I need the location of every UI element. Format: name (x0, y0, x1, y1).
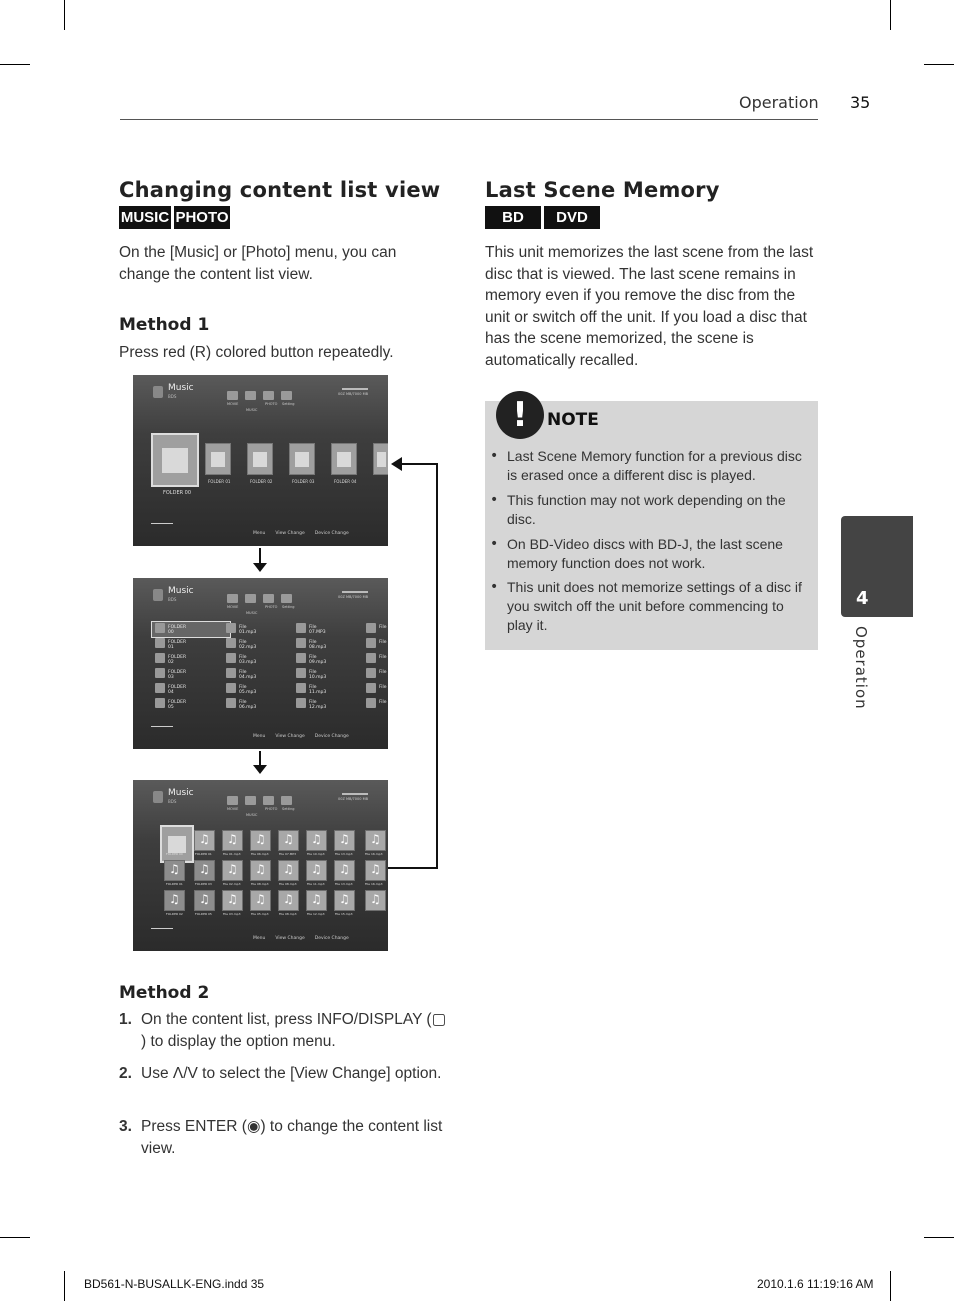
footer-view-change: View Change (275, 734, 305, 739)
grid-label: File 15.mp3 (335, 912, 353, 916)
file-footer-left: BD561-N-BUSALLK-ENG.indd 35 (84, 1277, 265, 1291)
folder-selected (151, 433, 199, 487)
music-icon (153, 589, 163, 601)
music-file-icon (226, 698, 236, 708)
tab-music: MUSIC (246, 813, 258, 817)
footer-line (151, 523, 173, 524)
grid-label: File 02.mp3 (223, 882, 241, 886)
grid-selected (160, 825, 194, 863)
chapter-number: 4 (856, 588, 869, 609)
music-folder-icon (245, 594, 256, 603)
folder-selected-label: FOLDER 00 (163, 490, 192, 496)
music-file-icon (226, 623, 236, 633)
music-file-icon (366, 638, 376, 648)
footer-line (151, 928, 173, 929)
grid-label: File 12.mp3 (307, 912, 325, 916)
setting-icon (281, 796, 292, 805)
folder-thumb (331, 443, 357, 475)
grid-item-folder (164, 890, 185, 911)
bullet: • (490, 448, 499, 464)
folder-label: FOLDER 02 (250, 479, 273, 484)
tag-photo: PHOTO (174, 206, 230, 229)
folder-label: FOLDER 04 (334, 479, 357, 484)
grid-label: FOLDER 01 (195, 852, 212, 856)
header-section-title: Operation (739, 93, 819, 112)
movie-icon (227, 391, 238, 400)
method2-title: Method 2 (119, 983, 210, 1003)
movie-icon (227, 594, 238, 603)
folder-icon (155, 683, 165, 693)
step-number: 2. (119, 1065, 132, 1082)
crop-mark (0, 1237, 30, 1238)
screen-title: Music (168, 586, 194, 596)
tab-setting: Setting (282, 402, 295, 406)
music-folder-icon (245, 391, 256, 400)
grid-item (250, 860, 271, 881)
capacity-bar (342, 388, 368, 390)
category-tabs (225, 391, 297, 412)
grid-item (306, 890, 327, 911)
capacity-bar (342, 591, 368, 593)
note-item: This function may not work depending on the disc. (507, 492, 786, 527)
header-rule (120, 119, 818, 120)
grid-label: FOLDER 03 (195, 882, 212, 886)
music-file-icon (296, 623, 306, 633)
chapter-tab (841, 516, 913, 617)
grid-label: File 08.mp3 (279, 912, 297, 916)
loop-arrow-vertical (436, 463, 438, 869)
step-number: 3. (119, 1118, 132, 1135)
grid-item (194, 830, 215, 851)
screen-subtitle: BDS (168, 597, 177, 602)
grid-label: File 08.mp3 (279, 882, 297, 886)
crop-mark (0, 64, 30, 65)
grid-item (222, 860, 243, 881)
screen-subtitle: BDS (168, 799, 177, 804)
chapter-label: Operation (852, 626, 870, 710)
grid-item-folder (194, 860, 215, 881)
footer-menu: Menu (253, 734, 266, 739)
grid-label: FOLDER 02 (166, 912, 183, 916)
tag-dvd: DVD (544, 206, 600, 229)
grid-item (222, 890, 243, 911)
tab-music: MUSIC (246, 611, 258, 615)
footer-view-change: View Change (275, 531, 305, 536)
grid-label: FOLDER 05 (195, 912, 212, 916)
music-file-icon (296, 638, 306, 648)
grid-item (334, 860, 355, 881)
screen-footer (253, 531, 349, 536)
grid-label: File 03.mp3 (223, 912, 241, 916)
folder-thumb (247, 443, 273, 475)
grid-item (334, 830, 355, 851)
crop-mark (64, 1271, 65, 1301)
intro-text: On the [Music] or [Photo] menu, you can change the content list view. (119, 244, 397, 283)
screenshot-grid-view (133, 780, 388, 951)
grid-label: File 16.mp3 (365, 852, 383, 856)
grid-item (365, 830, 386, 851)
bullet: • (490, 536, 499, 552)
folder-thumb (289, 443, 315, 475)
step-number: 1. (119, 1011, 132, 1028)
grid-label: File 07.MP3 (279, 852, 297, 856)
method1-text: Press red (R) colored button repeatedly. (119, 344, 394, 361)
music-file-icon (226, 653, 236, 663)
grid-item (306, 860, 327, 881)
footer-device-change: Device Change (314, 734, 349, 739)
screen-title: Music (168, 788, 194, 798)
music-file-icon (296, 683, 306, 693)
grid-label: FOLDER 00 (166, 852, 183, 856)
tab-movie: MOVIE (227, 807, 239, 811)
grid-item (365, 890, 386, 911)
grid-item-folder (194, 890, 215, 911)
bullet: • (490, 492, 499, 508)
photo-icon (263, 391, 274, 400)
grid-label: File 11.mp3 (307, 882, 325, 886)
grid-item (365, 860, 386, 881)
crop-mark (924, 64, 954, 65)
note-item: This unit does not memorize settings of a disc if you switch off the unit before commencing to play it. (507, 579, 802, 633)
category-tabs (225, 594, 297, 615)
step-text: On the content list, press INFO/DISPLAY (▢) to display the option menu. (141, 1011, 447, 1050)
capacity-text: 00Z MB/7000 MB (337, 797, 368, 801)
folder-label: FOLDER 03 (292, 479, 315, 484)
footer-device-change: Device Change (314, 936, 349, 941)
music-file-icon (226, 683, 236, 693)
grid-item (250, 890, 271, 911)
grid-item (334, 890, 355, 911)
arrow-down-head (253, 563, 267, 572)
grid-label: File 01.mp3 (223, 852, 241, 856)
music-file-icon (296, 668, 306, 678)
footer-line (151, 726, 173, 727)
music-file-icon (226, 638, 236, 648)
folder-icon (155, 638, 165, 648)
grid-label: File 16.mp3 (365, 882, 383, 886)
tab-setting: Setting (282, 807, 295, 811)
music-file-icon (366, 653, 376, 663)
grid-item (222, 830, 243, 851)
folder-icon (155, 623, 165, 633)
folder-thumb-partial (373, 443, 388, 475)
page-number: 35 (850, 93, 871, 112)
music-file-icon (366, 668, 376, 678)
grid-label: File 05.mp3 (251, 912, 269, 916)
file-footer-right: 2010.1.6 11:19:16 AM (757, 1277, 874, 1291)
capacity-bar (342, 793, 368, 795)
loop-arrow-top (400, 463, 438, 465)
exclamation-icon: ! (496, 391, 544, 439)
music-file-icon (366, 623, 376, 633)
note-item: Last Scene Memory function for a previous disc is erased once a different disc is played. (507, 448, 802, 483)
folder-icon (155, 668, 165, 678)
folder-thumb (205, 443, 231, 475)
screenshot-list-view: Music BDS MOVIE PHOTO Setting MUSIC 00Z MB/7000 MB FOLDER 00 FOLDER 01 FOLDER 02 FOLDER 03 FOLDER 04 FOLDER 05 File 01.mp3 File 02.mp3 File 03.mp3 File 04.mp3 File 05.mp3 File 06.mp3 File 07.MP3 File 08.mp3 File 09.mp3 File 10.mp3 File 11.mp3 File 12.mp3 File File File File File File Menu View Change Device Change (133, 578, 388, 749)
screen-footer (253, 936, 349, 941)
tab-movie: MOVIE (227, 402, 239, 406)
music-file-icon (296, 698, 306, 708)
loop-arrow-bottom (388, 867, 438, 869)
music-icon (153, 791, 163, 803)
section-title-content-list-view: Changing content list view (119, 178, 441, 202)
photo-icon (263, 594, 274, 603)
setting-icon (281, 391, 292, 400)
crop-mark (890, 1271, 891, 1301)
grid-label: File 13.mp3 (335, 852, 353, 856)
music-file-icon (366, 683, 376, 693)
music-file-icon (296, 653, 306, 663)
last-scene-intro: This unit memorizes the last scene from the last disc that is viewed. The last scene remains in memory even if you remove the disc from the unit or switch off the unit. If you load a disc that has the scene memorized, the scene is automatically recalled. (485, 244, 814, 369)
folder-icon (155, 698, 165, 708)
folder-icon (155, 653, 165, 663)
info-display-icon: ▢ (431, 1011, 447, 1028)
step-text: Press ENTER (◉) to change the content list view. (141, 1118, 443, 1157)
footer-view-change: View Change (275, 936, 305, 941)
footer-menu: Menu (253, 531, 266, 536)
crop-mark (64, 0, 65, 30)
step-text: Use Λ/V to select the [View Change] option. (141, 1063, 451, 1085)
capacity-text: 00Z MB/7000 MB (337, 392, 368, 396)
method1-title: Method 1 (119, 315, 210, 335)
grid-item (278, 860, 299, 881)
enter-icon: ◉ (246, 1118, 261, 1135)
grid-label: File 13.mp3 (335, 882, 353, 886)
grid-item (306, 830, 327, 851)
loop-arrow-head (391, 457, 402, 471)
screenshot-thumbnail-view (133, 375, 388, 546)
tab-photo: PHOTO (265, 402, 278, 406)
tab-photo: PHOTO (265, 807, 278, 811)
footer-device-change: Device Change (314, 531, 349, 536)
arrow-down-head (253, 765, 267, 774)
setting-icon (281, 594, 292, 603)
tab-photo: PHOTO (265, 605, 278, 609)
note-title: NOTE (547, 410, 599, 430)
category-tabs (225, 796, 297, 817)
grid-item (250, 830, 271, 851)
grid-label: FOLDER 01 (166, 882, 183, 886)
grid-label: File 10.mp3 (307, 852, 325, 856)
bullet: • (490, 579, 499, 595)
music-folder-icon (245, 796, 256, 805)
note-item: On BD-Video discs with BD-J, the last scene memory function does not work. (507, 536, 783, 571)
tag-bd: BD (485, 206, 541, 229)
crop-mark (890, 0, 891, 30)
music-icon (153, 386, 163, 398)
screen-title: Music (168, 383, 194, 393)
crop-mark (924, 1237, 954, 1238)
grid-item (278, 830, 299, 851)
capacity-text: 00Z MB/7000 MB (337, 595, 368, 599)
music-file-icon (366, 698, 376, 708)
folder-label: FOLDER 01 (208, 479, 231, 484)
music-file-icon (226, 668, 236, 678)
screen-subtitle: BDS (168, 394, 177, 399)
tab-setting: Setting (282, 605, 295, 609)
photo-icon (263, 796, 274, 805)
grid-item-folder (164, 860, 185, 881)
grid-label: File 08.mp3 (251, 882, 269, 886)
grid-item (278, 890, 299, 911)
tab-music: MUSIC (246, 408, 258, 412)
up-down-arrow-icon: Λ/V (172, 1065, 198, 1082)
movie-icon (227, 796, 238, 805)
grid-label: File 06.mp3 (251, 852, 269, 856)
tag-music: MUSIC (119, 206, 171, 229)
tab-movie: MOVIE (227, 605, 239, 609)
footer-menu: Menu (253, 936, 266, 941)
section-title-last-scene-memory: Last Scene Memory (485, 178, 720, 202)
screen-footer (253, 734, 349, 739)
